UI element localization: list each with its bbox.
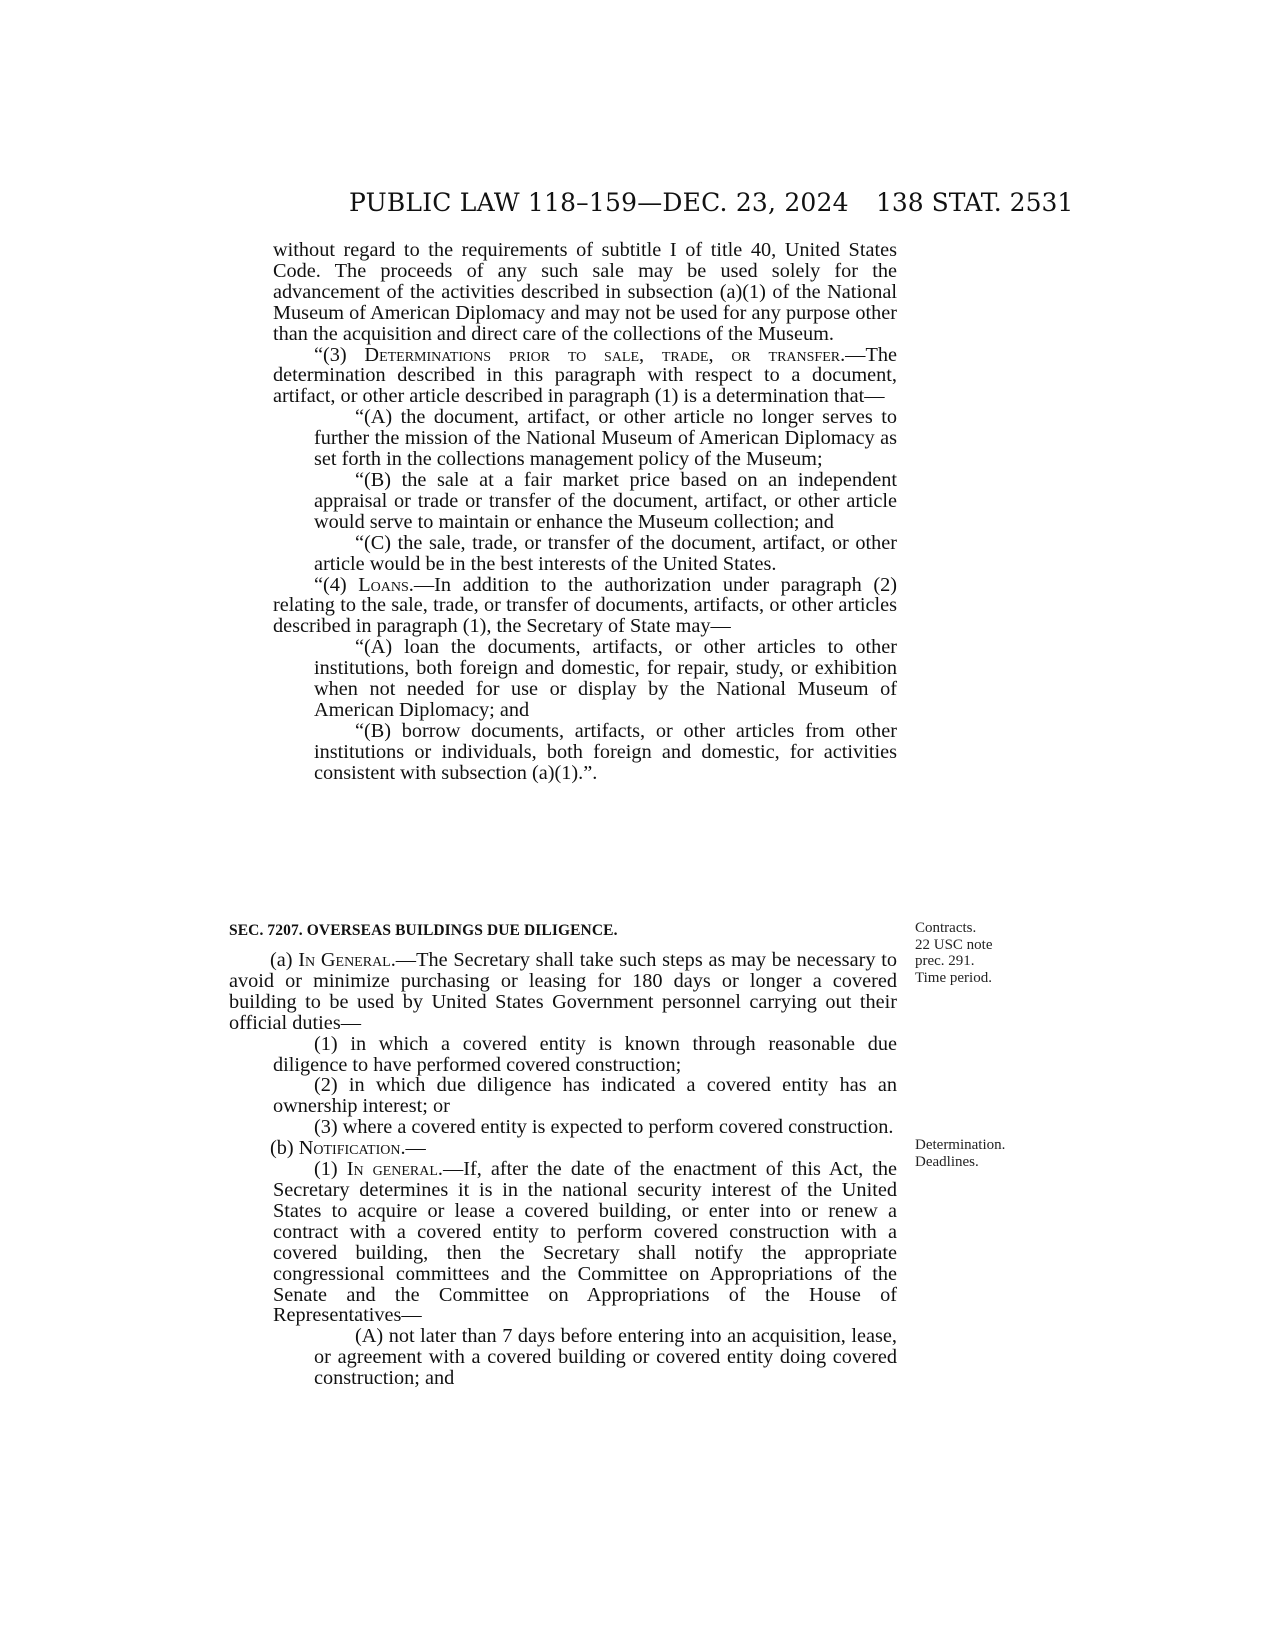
subsection-b-1-number: (1) [314,1158,347,1181]
subsection-a-1: (1) in which a covered entity is known through reasonable due diligence to have performed covered construction; [273,1032,897,1076]
paragraph-continuation: without regard to the requirements of subtitle I of title 40, United States Code. The proceeds of any such sale may be used solely for the advancement of the activities described in subsection (a)(1) of the National Museum of American Diplomacy and may not be used for any purpose other than the acquisition and direct care of the collections of the Museum. [273,239,897,345]
subsection-a [229,950,897,1034]
running-header-title: PUBLIC LAW 118–159—DEC. 23, 2024 [349,188,849,217]
subsection-b-number: (b) [270,1137,299,1160]
subsection-a-2: (2) in which due diligence has indicated a covered entity has an ownership interest; or [273,1074,897,1118]
subparagraph-4B: “(B) borrow documents, artifacts, or other articles from other institutions or individuals, both foreign and domestic, for activities consistent with subsection (a)(1).”. [314,719,897,784]
subparagraph-3A: “(A) the document, artifact, or other article no longer serves to further the mission of the National Museum of American Diplomacy as set forth in the collections management policy of the Museum; [314,406,897,471]
margin-note-line: Determination. [915,1137,1006,1153]
subsection-a-heading: In General [298,949,391,971]
subsection-b-1 [229,1159,897,1326]
margin-note-line: Deadlines. [915,1153,979,1170]
subsection-b-1-heading: In general [346,1158,438,1181]
paragraph-4-text: .—In addition to the authorization under paragraph (2) relating to the sale, trade, or transfer of documents, artifacts, or other articles described in paragraph (1), the Secretary of State may— [273,573,897,638]
statute-text-continued [229,240,897,784]
paragraph-4-heading: Loans [358,573,409,596]
margin-note-contracts [915,920,993,986]
page-citation: 138 STAT. 2531 [876,188,1074,217]
margin-note-line: prec. 291. [915,953,975,969]
subparagraph-3C: “(C) the sale, trade, or transfer of the document, artifact, or other article would be in the best interests of the United States. [314,531,897,575]
paragraph-3-number: “(3) [314,343,365,366]
paragraph-3 [229,345,897,408]
subsection-b-heading: Notification [298,1137,401,1160]
margin-note-determination [915,1137,1005,1170]
subsection-b-1-A: (A) not later than 7 days before entering into an acquisition, lease, or agreement with a covered building or covered entity doing covered construction; and [314,1325,897,1390]
subsection-a-number: (a) [270,949,299,971]
subparagraph-4A: “(A) loan the documents, artifacts, or other articles to other institutions, both foreign and domestic, for repair, study, or exhibition when not needed for use or display by the National Museum of American Diplomacy; and [314,636,897,721]
section-7207-text [229,950,897,1389]
subsection-a-3: (3) where a covered entity is expected to perform covered construction. [314,1116,894,1139]
subparagraph-3B: “(B) the sale at a fair market price based on an independent appraisal or trade or transfer of the document, artifact, or other article would serve to maintain or enhance the Museum collection; and [314,468,897,533]
subsection-b-text: .— [400,1137,426,1160]
margin-note-line: 22 USC note [915,936,993,953]
section-heading: SEC. 7207. OVERSEAS BUILDINGS DUE DILIGENCE. [229,922,618,939]
margin-note-line: Contracts. [915,920,977,936]
paragraph-3-text: .—The determination described in this paragraph with respect to a document, artifact, or other article described in paragraph (1) is a determination that— [273,343,897,408]
margin-note-line: Time period. [915,969,992,986]
paragraph-4 [229,575,897,638]
paragraph-3-heading: Determinations prior to sale, trade, or transfer [364,343,841,366]
subsection-a-text: .—The Secretary shall take such steps as may be necessary to avoid or minimize purchasing or leasing for 180 days or longer a covered building to be used by United States Government personnel carrying out their official duties— [229,949,897,1034]
subsection-b-1-text: .—If, after the date of the enactment of this Act, the Secretary determines it is in the national security interest of the United States to acquire or lease a covered building, or enter into or renew a contract with a covered entity to perform covered construction with a covered building, then the Secretary shall notify the appropriate congressional committees and the Committee on Appropriations of the Senate and the Committee on Appropriations of the House of Representatives— [273,1158,897,1327]
subsection-b [229,1138,897,1159]
paragraph-4-number: “(4) [314,573,359,596]
